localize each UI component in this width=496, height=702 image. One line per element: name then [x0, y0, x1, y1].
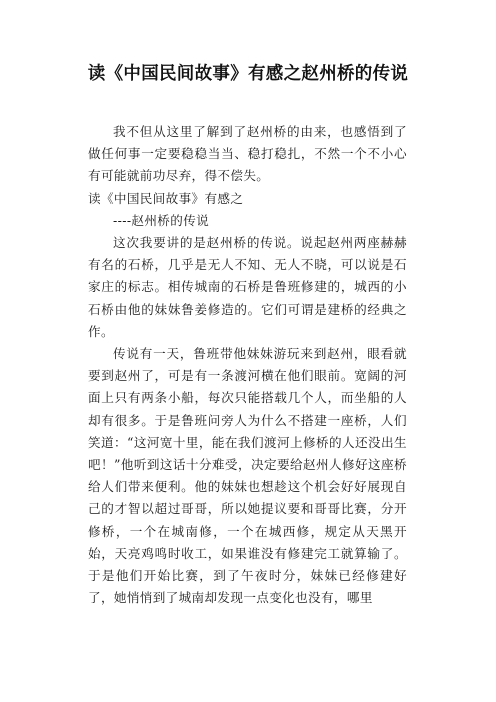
- paragraph-story: 传说有一天，鲁班带他妹妹游玩来到赵州，眼看就要到赵州了，可是有一条渡河横在他们眼前。宽阔的河面上只有两条小船，每次只能搭载几个人，而坐船的人却有很多。于是鲁班问旁人为什么不搭建一座桥，人们笑道：“这河宽十里，能在我们渡河上修桥的人还没出生吧！”他听到这话十分难受，决定要给赵州人修好这座桥给人们带来便利。他的妹妹也想趁这个机会好好展现自己的才智以超过哥哥，所以她提议要和哥哥比赛，分开修桥，一个在城南修，一个在城西修，规定从天黑开始，天亮鸡鸣时收工，如果谁没有修建完工就算输了。于是他们开始比赛，到了午夜时分，妹妹已经修建好了，她悄悄到了城南却发现一点变化也没有，哪里: [88, 346, 407, 606]
- document-title: 读《中国民间故事》有感之赵州桥的传说: [87, 64, 409, 84]
- document-body: [88, 121, 407, 609]
- section-heading: 读《中国民间故事》有感之: [88, 190, 244, 206]
- paragraph-bridge-legend: 这次我要讲的是赵州桥的传说。说起赵州两座赫赫有名的石桥，几乎是无人不知、无人不晓，可以说是石家庄的标志。相传城南的石桥是鲁班修建的，城西的小石桥由他的妹妹鲁姜修造的。它们可谓是建桥的经典之作。: [88, 235, 407, 339]
- paragraph-intro: 我不但从这里了解到了赵州桥的由来，也感悟到了做任何事一定要稳稳当当、稳打稳扎，不然一个不小心有可能就前功尽弃，得不偿失。: [88, 124, 407, 184]
- section-subheading: ----赵州桥的传说: [113, 212, 210, 228]
